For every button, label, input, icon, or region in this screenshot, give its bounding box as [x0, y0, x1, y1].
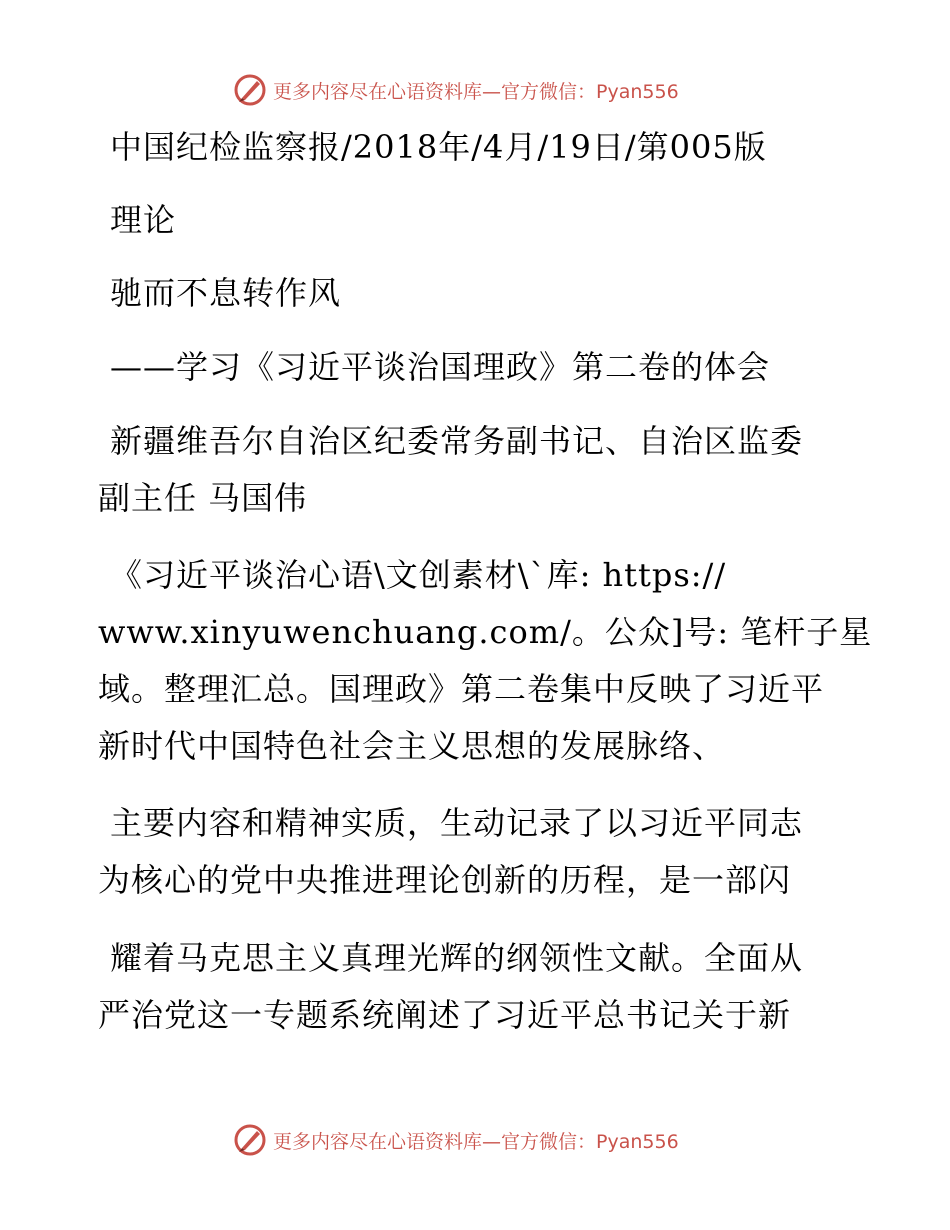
- body-line: 耀着马克思主义真理光辉的纲领性文献。全面从: [110, 939, 804, 977]
- body-line: 主要内容和精神实质，生动记录了以习近平同志: [110, 804, 804, 842]
- quill-logo-icon: [233, 73, 267, 107]
- banner-dash: —: [482, 80, 502, 103]
- banner-wechat: 官方微信：Pyan556: [501, 1130, 679, 1153]
- banner-text: [273, 77, 679, 104]
- body-line: 域。整理汇总。国理政》第二卷集中反映了习近平: [98, 670, 825, 708]
- author-line-2: 副主任 马国伟: [98, 479, 308, 517]
- banner-wechat: 官方微信：Pyan556: [501, 80, 679, 103]
- body-line: www.xinyuwenchuang.com/。公众]号: 笔杆子星: [98, 613, 873, 651]
- author-line-1: 新疆维吾尔自治区纪委常务副书记、自治区监委: [110, 422, 804, 460]
- footer-banner: [233, 1122, 723, 1158]
- header-banner: [233, 72, 723, 108]
- article-subtitle: ——学习《习近平谈治国理政》第二卷的体会: [110, 348, 771, 386]
- body-line: 为核心的党中央推进理论创新的历程，是一部闪: [98, 861, 792, 899]
- banner-dash: —: [482, 1130, 502, 1153]
- banner-text: [273, 1127, 679, 1154]
- article-source: 中国纪检监察报/2018年/4月/19日/第005版: [110, 128, 767, 166]
- banner-title: 更多内容尽在心语资料库: [273, 1130, 483, 1153]
- banner-title: 更多内容尽在心语资料库: [273, 80, 483, 103]
- article-title: 驰而不息转作风: [110, 274, 342, 312]
- body-line: 《习近平谈治心语\文创素材\`库: https://: [110, 556, 727, 594]
- body-line: 严治党这一专题系统阐述了习近平总书记关于新: [98, 996, 792, 1034]
- body-line: 新时代中国特色社会主义思想的发展脉络、: [98, 727, 726, 765]
- article-column: 理论: [110, 201, 177, 239]
- quill-logo-icon: [233, 1123, 267, 1157]
